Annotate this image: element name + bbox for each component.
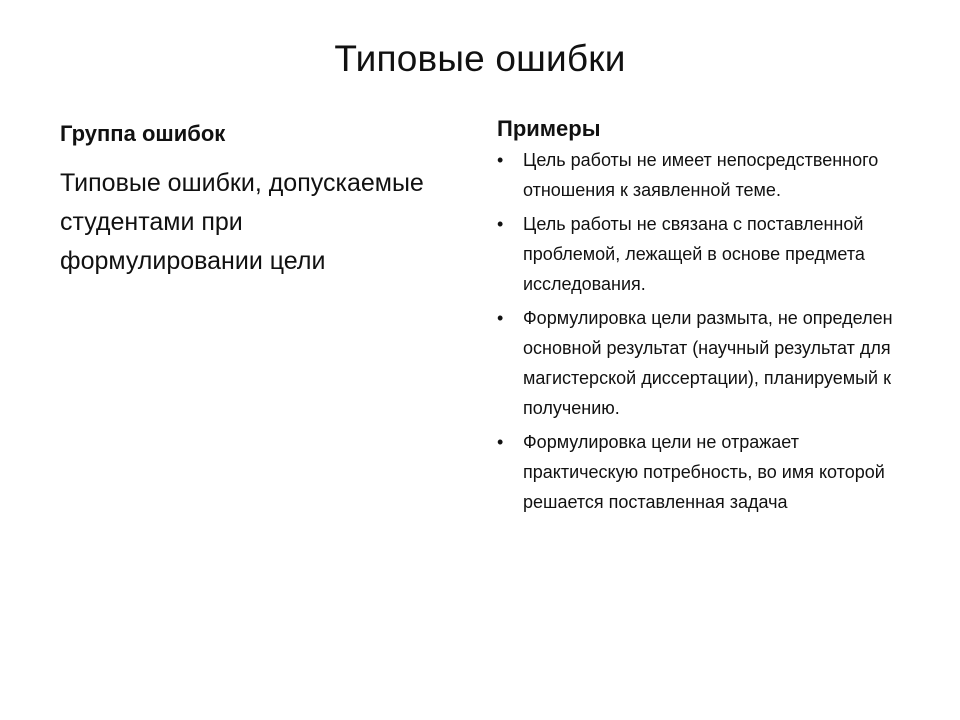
list-item [497, 427, 917, 517]
slide-title: Типовые ошибки [334, 38, 626, 79]
left-column-heading: Группа ошибок [60, 121, 226, 146]
examples-list [497, 145, 917, 517]
list-item [497, 209, 917, 299]
list-item-text: Формулировка цели размыта, не определен основной результат (научный результат для магистерской диссертации), планируемый к получению. [523, 308, 893, 418]
left-column [60, 118, 440, 281]
bullet-icon: • [497, 432, 504, 452]
list-item-text: Формулировка цели не отражает практическую потребность, во имя которой решается поставленная задача [523, 432, 885, 512]
bullet-icon: • [497, 308, 504, 328]
bullet-icon: • [497, 214, 504, 234]
right-column-heading: Примеры [497, 116, 601, 141]
list-item [497, 145, 917, 205]
list-item [497, 303, 917, 423]
left-column-text: Типовые ошибки, допускаемые студентами при формулировании цели [60, 169, 424, 275]
list-item-text: Цель работы не связана с поставленной проблемой, лежащей в основе предмета исследования. [523, 214, 865, 294]
bullet-icon: • [497, 150, 504, 170]
right-column [497, 113, 917, 521]
list-item-text: Цель работы не имеет непосредственного отношения к заявленной теме. [523, 150, 879, 200]
